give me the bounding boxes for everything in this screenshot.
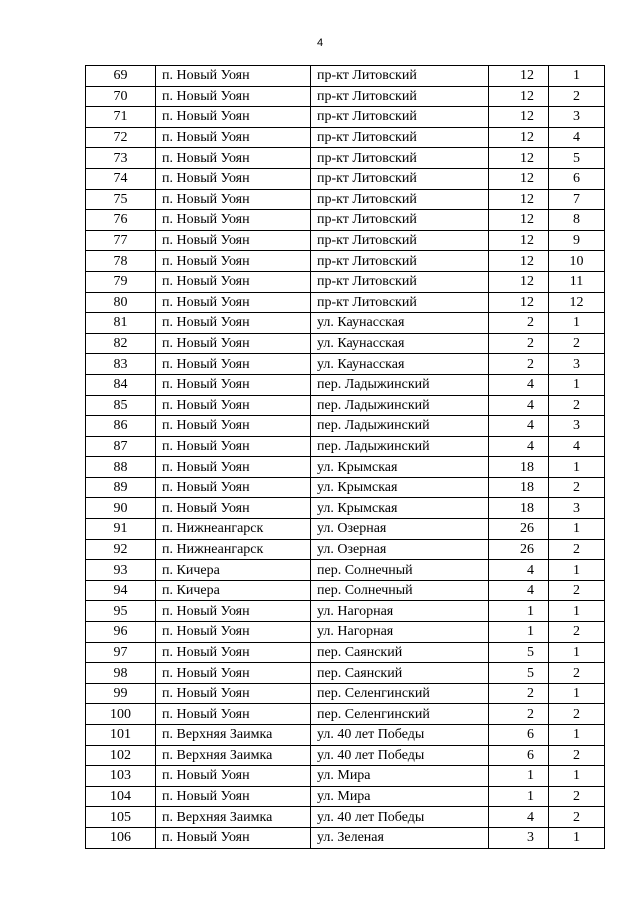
table-row <box>86 477 605 498</box>
row-number-cell: 71 <box>86 107 156 128</box>
street-cell: пр-кт Литовский <box>311 189 489 210</box>
table-row <box>86 642 605 663</box>
apartment-number-cell: 10 <box>549 251 605 272</box>
street-cell: пер. Солнечный <box>311 580 489 601</box>
settlement-cell: п. Новый Уоян <box>156 189 311 210</box>
row-number-cell: 89 <box>86 477 156 498</box>
table-row <box>86 498 605 519</box>
apartment-number-cell: 3 <box>549 416 605 437</box>
house-number-cell: 12 <box>489 148 549 169</box>
house-number-cell: 12 <box>489 292 549 313</box>
house-number-cell: 2 <box>489 313 549 334</box>
house-number-cell: 2 <box>489 704 549 725</box>
row-number-cell: 85 <box>86 395 156 416</box>
settlement-cell: п. Новый Уоян <box>156 601 311 622</box>
house-number-cell: 12 <box>489 107 549 128</box>
settlement-cell: п. Верхняя Заимка <box>156 745 311 766</box>
address-table <box>85 65 605 849</box>
table-row <box>86 766 605 787</box>
page-number: 4 <box>316 37 324 49</box>
apartment-number-cell: 6 <box>549 168 605 189</box>
street-cell: пер. Ладыжинский <box>311 436 489 457</box>
table-row <box>86 580 605 601</box>
settlement-cell: п. Верхняя Заимка <box>156 725 311 746</box>
row-number-cell: 83 <box>86 354 156 375</box>
street-cell: пр-кт Литовский <box>311 271 489 292</box>
row-number-cell: 75 <box>86 189 156 210</box>
table-row <box>86 210 605 231</box>
table-row <box>86 107 605 128</box>
street-cell: пр-кт Литовский <box>311 148 489 169</box>
apartment-number-cell: 2 <box>549 86 605 107</box>
street-cell: пр-кт Литовский <box>311 107 489 128</box>
settlement-cell: п. Нижнеангарск <box>156 539 311 560</box>
street-cell: пер. Селенгинский <box>311 683 489 704</box>
row-number-cell: 95 <box>86 601 156 622</box>
settlement-cell: п. Новый Уоян <box>156 786 311 807</box>
table-row <box>86 704 605 725</box>
row-number-cell: 92 <box>86 539 156 560</box>
settlement-cell: п. Кичера <box>156 560 311 581</box>
row-number-cell: 74 <box>86 168 156 189</box>
apartment-number-cell: 7 <box>549 189 605 210</box>
apartment-number-cell: 2 <box>549 477 605 498</box>
house-number-cell: 1 <box>489 601 549 622</box>
table-row <box>86 683 605 704</box>
house-number-cell: 3 <box>489 827 549 848</box>
apartment-number-cell: 11 <box>549 271 605 292</box>
house-number-cell: 4 <box>489 374 549 395</box>
apartment-number-cell: 1 <box>549 601 605 622</box>
table-row <box>86 622 605 643</box>
settlement-cell: п. Новый Уоян <box>156 683 311 704</box>
house-number-cell: 4 <box>489 395 549 416</box>
row-number-cell: 106 <box>86 827 156 848</box>
house-number-cell: 5 <box>489 663 549 684</box>
settlement-cell: п. Новый Уоян <box>156 416 311 437</box>
row-number-cell: 86 <box>86 416 156 437</box>
street-cell: ул. Крымская <box>311 477 489 498</box>
apartment-number-cell: 2 <box>549 395 605 416</box>
house-number-cell: 12 <box>489 66 549 87</box>
house-number-cell: 12 <box>489 271 549 292</box>
table-row <box>86 436 605 457</box>
street-cell: ул. Нагорная <box>311 622 489 643</box>
row-number-cell: 70 <box>86 86 156 107</box>
row-number-cell: 69 <box>86 66 156 87</box>
street-cell: пр-кт Литовский <box>311 292 489 313</box>
row-number-cell: 76 <box>86 210 156 231</box>
apartment-number-cell: 1 <box>549 457 605 478</box>
street-cell: ул. Мира <box>311 766 489 787</box>
settlement-cell: п. Новый Уоян <box>156 827 311 848</box>
apartment-number-cell: 1 <box>549 766 605 787</box>
house-number-cell: 12 <box>489 168 549 189</box>
street-cell: пр-кт Литовский <box>311 168 489 189</box>
settlement-cell: п. Новый Уоян <box>156 86 311 107</box>
house-number-cell: 12 <box>489 189 549 210</box>
row-number-cell: 103 <box>86 766 156 787</box>
row-number-cell: 73 <box>86 148 156 169</box>
row-number-cell: 101 <box>86 725 156 746</box>
apartment-number-cell: 1 <box>549 827 605 848</box>
street-cell: ул. Зеленая <box>311 827 489 848</box>
table-row <box>86 395 605 416</box>
table-row <box>86 251 605 272</box>
settlement-cell: п. Новый Уоян <box>156 66 311 87</box>
row-number-cell: 105 <box>86 807 156 828</box>
apartment-number-cell: 2 <box>549 580 605 601</box>
house-number-cell: 6 <box>489 725 549 746</box>
street-cell: ул. 40 лет Победы <box>311 725 489 746</box>
row-number-cell: 96 <box>86 622 156 643</box>
apartment-number-cell: 1 <box>549 374 605 395</box>
settlement-cell: п. Новый Уоян <box>156 148 311 169</box>
row-number-cell: 90 <box>86 498 156 519</box>
row-number-cell: 93 <box>86 560 156 581</box>
apartment-number-cell: 12 <box>549 292 605 313</box>
apartment-number-cell: 1 <box>549 313 605 334</box>
house-number-cell: 4 <box>489 580 549 601</box>
house-number-cell: 1 <box>489 622 549 643</box>
house-number-cell: 18 <box>489 457 549 478</box>
house-number-cell: 4 <box>489 807 549 828</box>
street-cell: ул. Озерная <box>311 519 489 540</box>
settlement-cell: п. Новый Уоян <box>156 622 311 643</box>
table-row <box>86 148 605 169</box>
settlement-cell: п. Новый Уоян <box>156 292 311 313</box>
house-number-cell: 12 <box>489 210 549 231</box>
street-cell: пер. Солнечный <box>311 560 489 581</box>
settlement-cell: п. Новый Уоян <box>156 498 311 519</box>
settlement-cell: п. Новый Уоян <box>156 127 311 148</box>
street-cell: ул. Каунасская <box>311 354 489 375</box>
settlement-cell: п. Новый Уоян <box>156 168 311 189</box>
settlement-cell: п. Новый Уоян <box>156 107 311 128</box>
table-row <box>86 416 605 437</box>
house-number-cell: 4 <box>489 560 549 581</box>
settlement-cell: п. Кичера <box>156 580 311 601</box>
row-number-cell: 81 <box>86 313 156 334</box>
street-cell: пер. Саянский <box>311 663 489 684</box>
house-number-cell: 18 <box>489 498 549 519</box>
settlement-cell: п. Новый Уоян <box>156 642 311 663</box>
street-cell: ул. 40 лет Победы <box>311 807 489 828</box>
apartment-number-cell: 2 <box>549 704 605 725</box>
house-number-cell: 2 <box>489 354 549 375</box>
table-row <box>86 354 605 375</box>
street-cell: пер. Ладыжинский <box>311 374 489 395</box>
apartment-number-cell: 2 <box>549 333 605 354</box>
settlement-cell: п. Новый Уоян <box>156 374 311 395</box>
street-cell: ул. 40 лет Победы <box>311 745 489 766</box>
street-cell: ул. Каунасская <box>311 313 489 334</box>
settlement-cell: п. Новый Уоян <box>156 766 311 787</box>
table-row <box>86 189 605 210</box>
row-number-cell: 97 <box>86 642 156 663</box>
settlement-cell: п. Нижнеангарск <box>156 519 311 540</box>
apartment-number-cell: 1 <box>549 560 605 581</box>
house-number-cell: 12 <box>489 127 549 148</box>
table-row <box>86 271 605 292</box>
settlement-cell: п. Новый Уоян <box>156 354 311 375</box>
street-cell: пр-кт Литовский <box>311 127 489 148</box>
street-cell: пр-кт Литовский <box>311 251 489 272</box>
settlement-cell: п. Новый Уоян <box>156 313 311 334</box>
apartment-number-cell: 2 <box>549 786 605 807</box>
row-number-cell: 94 <box>86 580 156 601</box>
apartment-number-cell: 2 <box>549 539 605 560</box>
street-cell: пер. Ладыжинский <box>311 416 489 437</box>
row-number-cell: 87 <box>86 436 156 457</box>
house-number-cell: 12 <box>489 251 549 272</box>
street-cell: пр-кт Литовский <box>311 86 489 107</box>
apartment-number-cell: 4 <box>549 127 605 148</box>
house-number-cell: 1 <box>489 786 549 807</box>
settlement-cell: п. Новый Уоян <box>156 210 311 231</box>
row-number-cell: 91 <box>86 519 156 540</box>
settlement-cell: п. Новый Уоян <box>156 704 311 725</box>
apartment-number-cell: 1 <box>549 642 605 663</box>
settlement-cell: п. Новый Уоян <box>156 477 311 498</box>
apartment-number-cell: 1 <box>549 519 605 540</box>
row-number-cell: 77 <box>86 230 156 251</box>
settlement-cell: п. Новый Уоян <box>156 230 311 251</box>
street-cell: пер. Селенгинский <box>311 704 489 725</box>
street-cell: ул. Каунасская <box>311 333 489 354</box>
street-cell: ул. Нагорная <box>311 601 489 622</box>
row-number-cell: 88 <box>86 457 156 478</box>
table-row <box>86 745 605 766</box>
table-row <box>86 292 605 313</box>
settlement-cell: п. Новый Уоян <box>156 271 311 292</box>
apartment-number-cell: 3 <box>549 498 605 519</box>
apartment-number-cell: 9 <box>549 230 605 251</box>
house-number-cell: 12 <box>489 86 549 107</box>
settlement-cell: п. Новый Уоян <box>156 395 311 416</box>
street-cell: ул. Крымская <box>311 498 489 519</box>
table-row <box>86 663 605 684</box>
house-number-cell: 6 <box>489 745 549 766</box>
apartment-number-cell: 5 <box>549 148 605 169</box>
table-row <box>86 560 605 581</box>
apartment-number-cell: 3 <box>549 354 605 375</box>
row-number-cell: 82 <box>86 333 156 354</box>
table-row <box>86 313 605 334</box>
apartment-number-cell: 2 <box>549 663 605 684</box>
row-number-cell: 102 <box>86 745 156 766</box>
house-number-cell: 4 <box>489 436 549 457</box>
apartment-number-cell: 3 <box>549 107 605 128</box>
house-number-cell: 2 <box>489 683 549 704</box>
table-row <box>86 86 605 107</box>
apartment-number-cell: 1 <box>549 66 605 87</box>
house-number-cell: 4 <box>489 416 549 437</box>
street-cell: пр-кт Литовский <box>311 66 489 87</box>
table-row <box>86 66 605 87</box>
settlement-cell: п. Новый Уоян <box>156 251 311 272</box>
settlement-cell: п. Новый Уоян <box>156 457 311 478</box>
apartment-number-cell: 1 <box>549 683 605 704</box>
table-body <box>86 66 605 849</box>
row-number-cell: 72 <box>86 127 156 148</box>
apartment-number-cell: 2 <box>549 622 605 643</box>
settlement-cell: п. Новый Уоян <box>156 333 311 354</box>
street-cell: ул. Мира <box>311 786 489 807</box>
house-number-cell: 5 <box>489 642 549 663</box>
table-row <box>86 230 605 251</box>
row-number-cell: 100 <box>86 704 156 725</box>
table-row <box>86 539 605 560</box>
settlement-cell: п. Новый Уоян <box>156 436 311 457</box>
street-cell: ул. Крымская <box>311 457 489 478</box>
table-row <box>86 457 605 478</box>
settlement-cell: п. Верхняя Заимка <box>156 807 311 828</box>
street-cell: пр-кт Литовский <box>311 210 489 231</box>
row-number-cell: 78 <box>86 251 156 272</box>
apartment-number-cell: 2 <box>549 807 605 828</box>
table-row <box>86 519 605 540</box>
table-row <box>86 725 605 746</box>
street-cell: пер. Ладыжинский <box>311 395 489 416</box>
street-cell: ул. Озерная <box>311 539 489 560</box>
apartment-number-cell: 8 <box>549 210 605 231</box>
table-row <box>86 168 605 189</box>
house-number-cell: 26 <box>489 519 549 540</box>
table-row <box>86 786 605 807</box>
row-number-cell: 104 <box>86 786 156 807</box>
table-row <box>86 827 605 848</box>
house-number-cell: 1 <box>489 766 549 787</box>
house-number-cell: 18 <box>489 477 549 498</box>
table-row <box>86 127 605 148</box>
house-number-cell: 12 <box>489 230 549 251</box>
row-number-cell: 84 <box>86 374 156 395</box>
house-number-cell: 26 <box>489 539 549 560</box>
row-number-cell: 99 <box>86 683 156 704</box>
house-number-cell: 2 <box>489 333 549 354</box>
settlement-cell: п. Новый Уоян <box>156 663 311 684</box>
apartment-number-cell: 2 <box>549 745 605 766</box>
street-cell: пр-кт Литовский <box>311 230 489 251</box>
row-number-cell: 79 <box>86 271 156 292</box>
table-row <box>86 333 605 354</box>
table-row <box>86 601 605 622</box>
table-row <box>86 807 605 828</box>
apartment-number-cell: 1 <box>549 725 605 746</box>
row-number-cell: 80 <box>86 292 156 313</box>
street-cell: пер. Саянский <box>311 642 489 663</box>
table-row <box>86 374 605 395</box>
apartment-number-cell: 4 <box>549 436 605 457</box>
row-number-cell: 98 <box>86 663 156 684</box>
